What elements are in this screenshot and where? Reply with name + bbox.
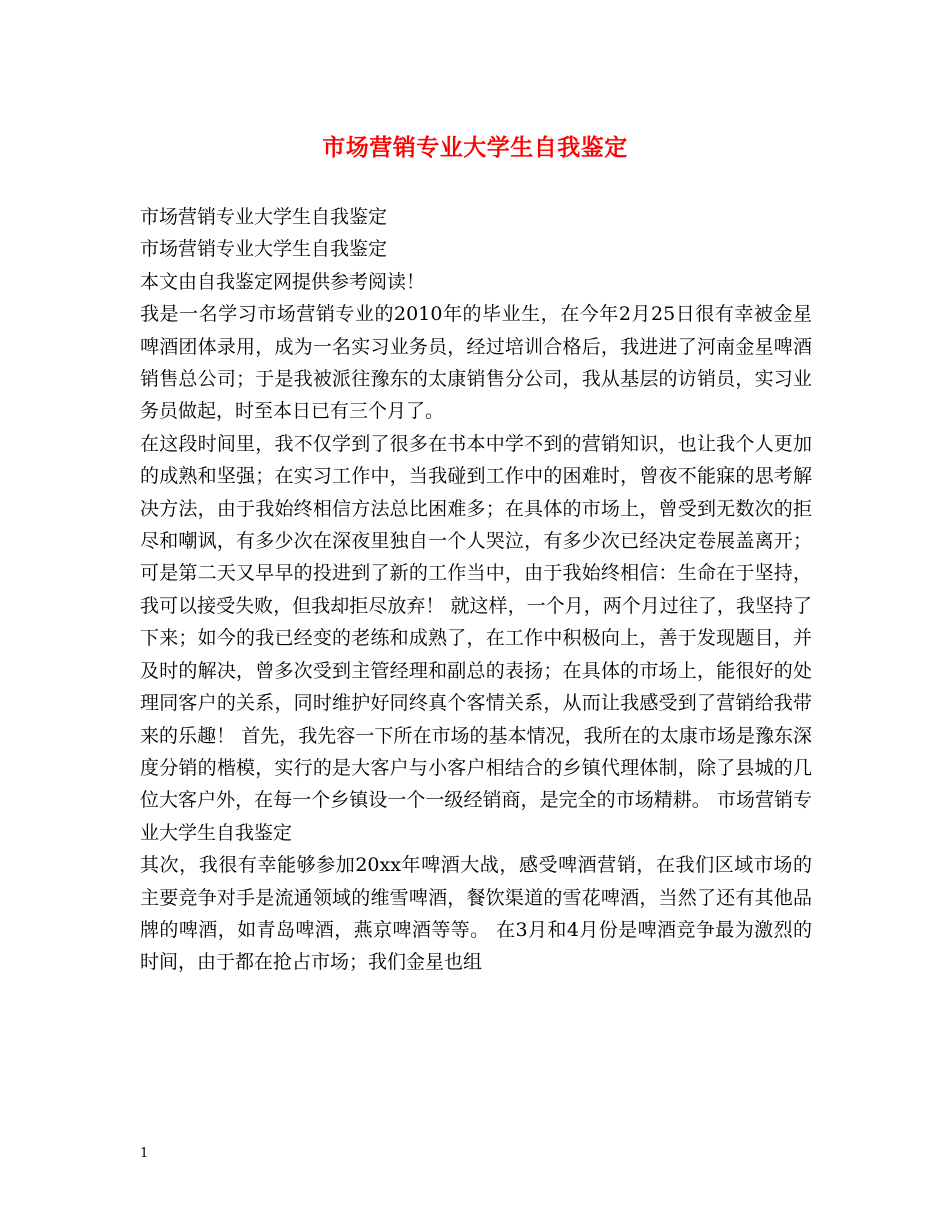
document-body bbox=[140, 201, 812, 979]
paragraph: 市场营销专业大学生自我鉴定 bbox=[140, 238, 388, 261]
paragraph: 市场营销专业大学生自我鉴定 bbox=[140, 206, 388, 228]
paragraph: 在这段时间里，我不仅学到了很多在书本中学不到的营销知识，也让我个人更加的成熟和坚强；在实习工作中，当我碰到工作中的困难时，曾夜不能寐的思考解决方法，由于我始终相信方法总比困难多；在具体的市场上，曾受到无数次的拒尽和嘲讽，有多少次在深夜里独自一个人哭泣，有多少次已经决定卷展盖离开；可是第二天又早早的投进到了新的工作当中，由于我始终相信：生命在于坚持，我可以接受失败，但我却拒尽放弃！ 就这样，一个月，两个月过往了，我坚持了下来；如今的我已经变的老练和成熟了，在工作中积极向上，善于发现题目，并及时的解决，曾多次受到主管经理和副总的表扬；在具体的市场上，能很好的处理同客户的关系，同时维护好同终真个客情关系，从而让我感受到了营销给我带来的乐趣！ 首先，我先容一下所在市场的基本情况，我所在的太康市场是豫东深度分销的楷模，实行的是大客户与小客户相结合的乡镇代理体制，除了县城的几位大客户外，在每一个乡镇设一个一级经销商，是完全的市场精耕。 市场营销专业大学生自我鉴定 bbox=[140, 432, 812, 844]
page-title: 市场营销专业大学生自我鉴定 bbox=[322, 134, 628, 161]
paragraph: 我是一名学习市场营销专业的2010年的毕业生，在今年2月25日很有幸被金星啤酒团体录用，成为一名实习业务员，经过培训合格后，我进进了河南金星啤酒销售总公司；于是我被派往豫东的太康销售分公司，我从基层的访销员，实习业务员做起，时至本日已有三个月了。 bbox=[140, 303, 812, 423]
page-number: 1 bbox=[140, 1146, 149, 1161]
paragraph: 本文由自我鉴定网提供参考阅读！ bbox=[140, 270, 426, 293]
paragraph: 其次，我很有幸能够参加20xx年啤酒大战，感受啤酒营销，在我们区域市场的主要竞争对手是流通领域的维雪啤酒，餐饮渠道的雪花啤酒，当然了还有其他品牌的啤酒，如青岛啤酒，燕京啤酒等等。 在3月和4月份是啤酒竞争最为激烈的时间，由于都在抢占市场；我们金星也组 bbox=[140, 854, 812, 974]
